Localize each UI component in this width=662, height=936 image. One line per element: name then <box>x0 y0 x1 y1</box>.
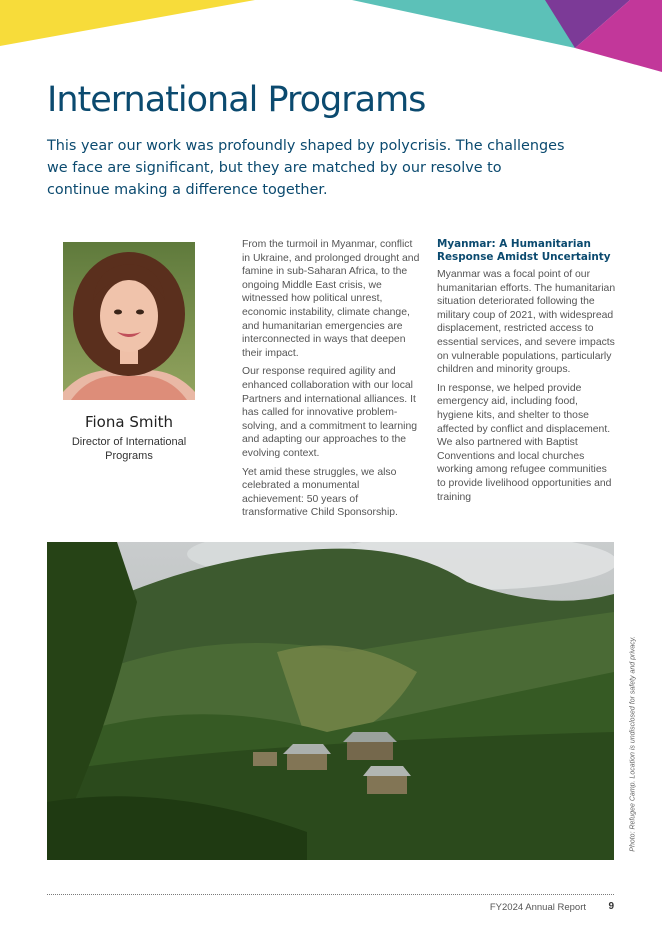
body-paragraph: Our response required agility and enhanced collaboration with our local Partners and international alliances. It has called for innovative problem-solving, and a commitment to learning and adapting our approaches to the evolving context. <box>242 366 417 459</box>
body-column-right <box>437 238 617 509</box>
footer-divider <box>47 894 614 895</box>
person-role: Director of International Programs <box>71 436 187 462</box>
header-decoration <box>0 0 662 80</box>
footer-label: FY2024 Annual Report <box>489 902 586 913</box>
intro-paragraph: This year our work was profoundly shaped by polycrisis. The challenges we face are significant, but they are matched by our resolve to continue making a difference together. <box>47 138 565 198</box>
portrait-photo <box>63 242 195 400</box>
body-paragraph: Yet amid these struggles, we also celebrated a monumental achievement: 50 years of transformative Child Sponsorship. <box>242 466 398 519</box>
body-paragraph: In response, we helped provide emergency aid, including food, hygiene kits, and shelter to those affected by conflict and displacement. We also partnered with Baptist Conventions and local churches working among refugee communities to provide livelihood opportunities and training <box>437 382 612 503</box>
page-title: International Programs <box>47 80 426 120</box>
body-paragraph: From the turmoil in Myanmar, conflict in Ukraine, and prolonged drought and famine in sub-Saharan Africa, to the ongoing Middle East crisis, we witnessed how political unrest, economic instability, climate change, and humanitarian emergencies are interconnected in ways that deepen their impact. <box>242 239 420 359</box>
body-paragraph: Myanmar was a focal point of our humanitarian efforts. The humanitarian situation deteriorated following the military coup of 2021, with widespread displacement, restricted access to essential services, and severe impacts on vulnerable populations, particularly children and minority groups. <box>437 269 616 376</box>
landscape-photo <box>47 542 614 860</box>
yellow-band <box>0 0 255 46</box>
section-heading: Myanmar: A Humanitarian Response Amidst Uncertainty <box>437 238 611 263</box>
photo-caption: Photo: Refugee Camp. Location is undisclosed for safety and privacy. <box>629 636 637 852</box>
body-column-left <box>242 238 422 525</box>
page-number: 9 <box>608 901 614 912</box>
teal-band <box>352 0 578 48</box>
person-name: Fiona Smith <box>84 413 174 431</box>
